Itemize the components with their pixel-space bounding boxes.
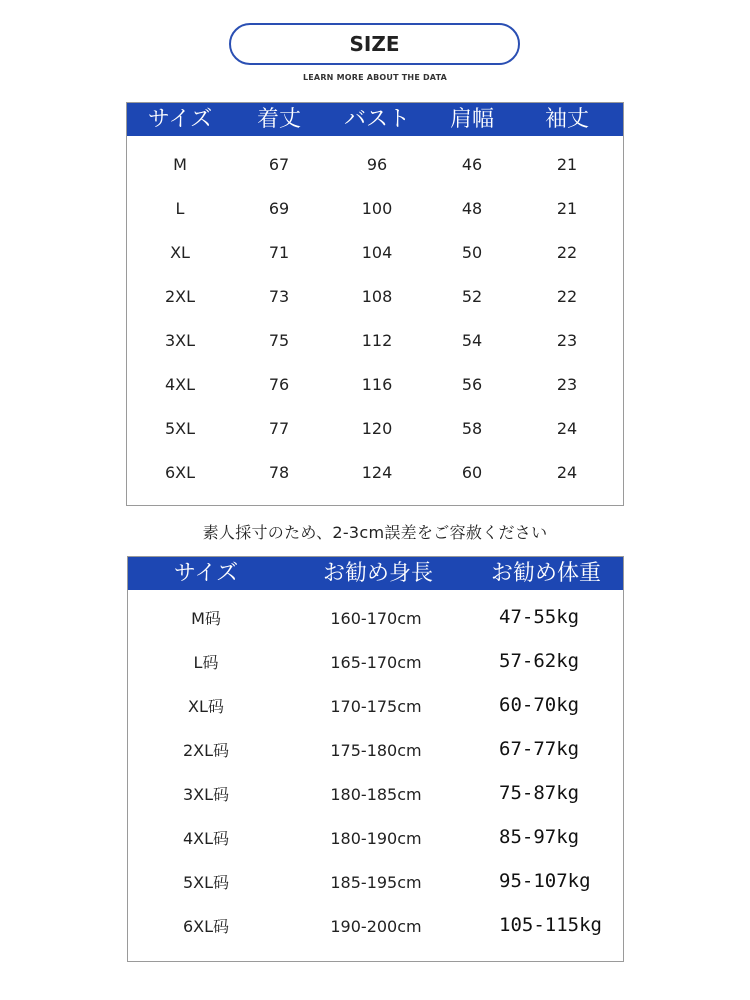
size-header-size: サイズ (147, 107, 213, 132)
recommend-cell-height: 180-190cm (330, 829, 422, 848)
recommend-cell-weight: 47-55kg (499, 606, 580, 628)
recommend-cell-weight: 75-87kg (499, 782, 580, 804)
size-cell-shoulder: 52 (461, 287, 483, 306)
size-cell-length: 76 (268, 375, 290, 394)
recommend-cell-height: 175-180cm (330, 741, 422, 760)
size-cell-bust: 116 (361, 375, 393, 394)
size-title-pill (229, 23, 520, 65)
size-cell-sleeve: 21 (556, 155, 578, 174)
size-cell-shoulder: 50 (461, 243, 483, 262)
recommend-cell-size: 6XL码 (182, 917, 230, 936)
size-header-length: 着丈 (256, 107, 301, 132)
size-cell-bust: 112 (361, 331, 393, 350)
recommend-cell-height: 190-200cm (330, 917, 422, 936)
size-cell-shoulder: 60 (461, 463, 483, 482)
size-cell-sleeve: 24 (556, 419, 578, 438)
recommendation-table (127, 556, 624, 962)
size-cell-size: 4XL (164, 375, 196, 394)
size-cell-bust: 108 (361, 287, 393, 306)
size-cell-length: 71 (268, 243, 290, 262)
recommend-cell-size: M码 (191, 609, 221, 628)
size-cell-size: 2XL (164, 287, 196, 306)
size-cell-length: 73 (268, 287, 290, 306)
size-table-header (127, 103, 623, 136)
recommend-cell-height: 160-170cm (330, 609, 422, 628)
recommend-cell-size: XL码 (188, 697, 224, 716)
size-cell-length: 78 (268, 463, 290, 482)
recommend-header-weight: お勧め体重 (490, 561, 601, 586)
size-cell-size: M (173, 155, 187, 174)
size-cell-length: 69 (268, 199, 290, 218)
size-cell-length: 67 (268, 155, 290, 174)
size-cell-length: 77 (268, 419, 290, 438)
size-title: SIZE (349, 32, 400, 56)
recommend-cell-weight: 85-97kg (499, 826, 580, 848)
size-cell-bust: 96 (366, 155, 388, 174)
size-cell-sleeve: 23 (556, 331, 578, 350)
size-cell-length: 75 (268, 331, 290, 350)
size-cell-size: 6XL (164, 463, 196, 482)
size-cell-bust: 100 (361, 199, 393, 218)
size-cell-sleeve: 23 (556, 375, 578, 394)
recommend-cell-height: 180-185cm (330, 785, 422, 804)
size-measurement-table (126, 102, 624, 506)
recommend-header-size: サイズ (173, 561, 239, 586)
size-cell-sleeve: 22 (556, 243, 578, 262)
size-cell-shoulder: 48 (461, 199, 483, 218)
recommend-cell-size: L码 (193, 653, 219, 672)
recommend-cell-height: 170-175cm (330, 697, 422, 716)
size-cell-shoulder: 54 (461, 331, 483, 350)
recommend-cell-size: 2XL码 (182, 741, 230, 760)
size-cell-shoulder: 58 (461, 419, 483, 438)
recommend-cell-height: 165-170cm (330, 653, 422, 672)
recommend-cell-weight: 57-62kg (499, 650, 580, 672)
size-cell-shoulder: 46 (461, 155, 483, 174)
recommend-header-height: お勧め身長 (322, 561, 433, 586)
recommend-cell-weight: 67-77kg (499, 738, 580, 760)
recommend-cell-size: 3XL码 (182, 785, 230, 804)
size-cell-size: XL (170, 243, 190, 262)
size-cell-bust: 120 (361, 419, 393, 438)
recommend-table-header (128, 557, 623, 590)
recommend-cell-weight: 105-115kg (499, 914, 602, 936)
size-cell-size: L (175, 199, 185, 218)
size-cell-bust: 104 (361, 243, 393, 262)
recommend-cell-height: 185-195cm (330, 873, 422, 892)
size-cell-sleeve: 22 (556, 287, 578, 306)
recommend-cell-size: 4XL码 (182, 829, 230, 848)
recommend-cell-size: 5XL码 (182, 873, 230, 892)
size-cell-size: 5XL (164, 419, 196, 438)
size-cell-size: 3XL (164, 331, 196, 350)
size-cell-shoulder: 56 (461, 375, 483, 394)
size-cell-sleeve: 24 (556, 463, 578, 482)
measurement-note: 素人採寸のため、2-3cm誤差をご容赦ください (202, 523, 548, 542)
recommend-cell-weight: 95-107kg (499, 870, 591, 892)
size-cell-bust: 124 (361, 463, 393, 482)
subtitle: LEARN MORE ABOUT THE DATA (302, 73, 448, 82)
size-header-bust: バスト (343, 107, 410, 132)
size-header-sleeve: 袖丈 (544, 107, 589, 132)
size-cell-sleeve: 21 (556, 199, 578, 218)
recommend-cell-weight: 60-70kg (499, 694, 580, 716)
size-header-shoulder: 肩幅 (449, 107, 494, 132)
